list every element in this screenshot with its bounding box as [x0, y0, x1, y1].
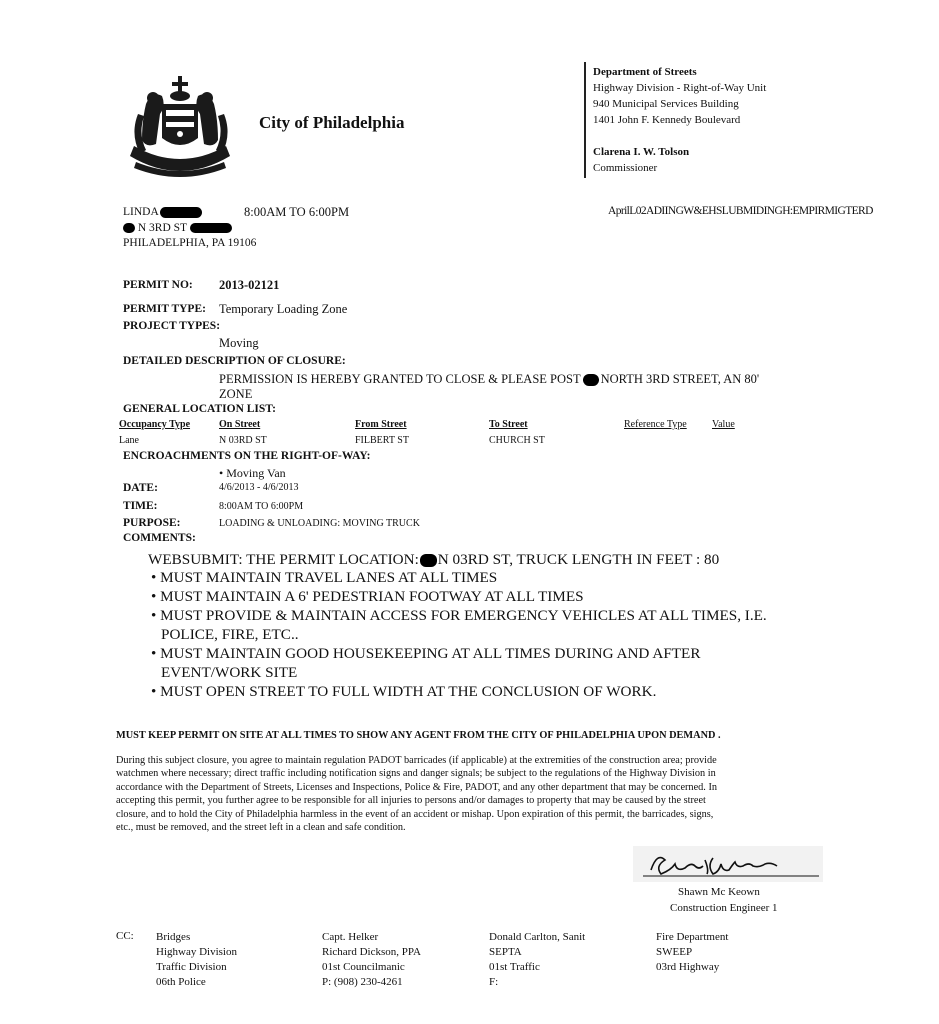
time-label: TIME: [123, 500, 158, 512]
closure-description-line2: ZONE [219, 387, 253, 401]
notice-line: During this subject closure, you agree to maintain regulation PADOT barricades (if applicable) at the extremities of the construction area; provide [116, 755, 717, 766]
col-to-street: To Street [489, 419, 528, 430]
signer-name: Shawn Mc Keown [678, 886, 760, 898]
websubmit-text-b: N 03RD ST, TRUCK LENGTH IN FEET : 80 [437, 551, 720, 568]
addressee-street: N 3RD ST [137, 222, 187, 234]
notice-line: closure, and to hold the City of Philadelphia harmless in the event of an accident or mishap. Upon expiration of this permit, the barricades, signs, [116, 808, 714, 820]
cc-recipient: Traffic Division [156, 961, 227, 973]
permit-no: 2013-02121 [219, 278, 280, 292]
project-type: Moving [219, 336, 259, 350]
row-occupancy-type: Lane [119, 435, 139, 446]
cc-recipient: 03rd Highway [656, 961, 720, 973]
permit-type-label: PERMIT TYPE: [123, 303, 206, 315]
comments-label: COMMENTS: [123, 532, 196, 544]
cc-column-2 [322, 930, 421, 990]
comment-item-continued: EVENT/WORK SITE [161, 664, 298, 681]
comment-item: • MUST PROVIDE & MAINTAIN ACCESS FOR EMERGENCY VEHICLES AT ALL TIMES, I.E. [151, 607, 767, 624]
dept-name: Department of Streets [593, 66, 697, 78]
dept-street: 1401 John F. Kennedy Boulevard [593, 114, 741, 126]
cc-column-4 [656, 930, 728, 975]
addressee-time: 8:00AM TO 6:00PM [244, 205, 350, 219]
redaction-mark [420, 554, 437, 567]
commissioner-title: Commissioner [593, 162, 658, 174]
col-value: Value [712, 419, 735, 430]
cc-recipient: P: (908) 230-4261 [322, 976, 403, 988]
notice-body [116, 754, 717, 834]
notice-line: etc., must be removed, and the street left in a clean and safe condition. [116, 822, 406, 834]
comment-item-continued: POLICE, FIRE, ETC.. [161, 626, 299, 643]
permit-time: 8:00AM TO 6:00PM [219, 501, 304, 512]
comment-item: • MUST MAINTAIN TRAVEL LANES AT ALL TIMES [151, 569, 498, 586]
cc-recipient: 01st Councilmanic [322, 961, 405, 973]
row-to-street: CHURCH ST [489, 435, 545, 446]
date-label: DATE: [123, 482, 158, 494]
cc-recipient: Capt. Helker [322, 931, 379, 943]
redaction-mark [190, 223, 232, 233]
closure-description-text-a: PERMISSION IS HEREBY GRANTED TO CLOSE & PLEASE POST [219, 372, 581, 386]
websubmit-text-a: WEBSUBMIT: THE PERMIT LOCATION: [148, 551, 419, 568]
closure-description-line1 [219, 372, 759, 387]
comment-item: • MUST MAINTAIN GOOD HOUSEKEEPING AT ALL TIMES DURING AND AFTER [151, 645, 701, 662]
cc-recipient: Highway Division [156, 946, 237, 958]
dept-division: Highway Division - Right-of-Way Unit [593, 82, 767, 94]
notice-line: accepting this permit, you further agree to be responsible for all injuries to persons and/or damages to property that may be caused by the street [116, 795, 706, 807]
notice-line: watchmen where necessary; direct traffic including notification signs and danger signals; be subject to the regulations of the Highway Division in [116, 768, 716, 780]
row-on-street: N 03RD ST [219, 435, 267, 446]
addressee-name: LINDA [123, 206, 159, 218]
cc-column-1 [156, 930, 237, 990]
cc-recipient: F: [489, 976, 499, 988]
row-from-street: FILBERT ST [355, 435, 409, 446]
col-reference-type: Reference Type [624, 419, 687, 430]
addressee-street-line [123, 222, 232, 234]
department-address [593, 64, 766, 176]
closure-description-text-b: NORTH 3RD STREET, AN 80' [600, 372, 760, 386]
cc-label: CC: [116, 930, 134, 942]
dept-building: 940 Municipal Services Building [593, 98, 739, 110]
addressee-city: PHILADELPHIA, PA 19106 [123, 237, 257, 249]
col-from-street: From Street [355, 419, 407, 430]
closure-description-label: DETAILED DESCRIPTION OF CLOSURE: [123, 355, 346, 367]
permit-no-label: PERMIT NO: [123, 279, 193, 291]
notice-headline: MUST KEEP PERMIT ON SITE AT ALL TIMES TO SHOW ANY AGENT FROM THE CITY OF PHILADELPHIA UPON DEMAND . [116, 730, 721, 741]
overlapped-date-text: AprilL02ADIINGW&EHSLUBMIDINGH:EMPIRMIGTERD [608, 205, 873, 217]
cc-recipient: Richard Dickson, PPA [322, 946, 421, 958]
permit-type: Temporary Loading Zone [219, 302, 348, 316]
permit-purpose: LOADING & UNLOADING: MOVING TRUCK [219, 518, 420, 529]
location-list-label: GENERAL LOCATION LIST: [123, 403, 276, 415]
col-occupancy-type: Occupancy Type [119, 419, 191, 430]
cc-recipient: Fire Department [656, 931, 729, 943]
redaction-mark [583, 374, 599, 386]
notice-line: accordance with the Department of Streets, Licenses and Inspections, Police & Fire, PADOT, and any other department that may be concerned. In [116, 781, 718, 793]
col-on-street: On Street [219, 419, 261, 430]
addressee-name-line [123, 206, 202, 218]
comment-item: • MUST MAINTAIN A 6' PEDESTRIAN FOOTWAY AT ALL TIMES [151, 588, 584, 605]
cc-recipient: Bridges [156, 931, 191, 943]
cc-recipient: Donald Carlton, Sanit [489, 931, 586, 943]
comment-item: • MUST OPEN STREET TO FULL WIDTH AT THE CONCLUSION OF WORK. [151, 683, 657, 700]
signer-title: Construction Engineer 1 [670, 902, 778, 914]
permit-date: 4/6/2013 - 4/6/2013 [219, 482, 299, 493]
project-types-label: PROJECT TYPES: [123, 320, 221, 332]
cc-column-3 [489, 930, 585, 990]
websubmit-line [148, 550, 719, 569]
cc-recipient: 06th Police [156, 976, 206, 988]
signature-image [633, 846, 823, 882]
cc-recipient: SEPTA [489, 946, 522, 958]
cc-recipient: SWEEP [656, 946, 693, 958]
city-title: City of Philadelphia [259, 113, 405, 132]
purpose-label: PURPOSE: [123, 517, 181, 529]
city-seal-logo [128, 74, 236, 178]
encroachment-item: • Moving Van [219, 466, 286, 480]
header-divider [584, 62, 586, 178]
commissioner-name: Clarena I. W. Tolson [593, 146, 690, 158]
redaction-mark [123, 223, 135, 233]
cc-recipient: 01st Traffic [489, 961, 540, 973]
encroachments-label: ENCROACHMENTS ON THE RIGHT-OF-WAY: [123, 450, 371, 462]
redaction-mark [160, 207, 202, 218]
